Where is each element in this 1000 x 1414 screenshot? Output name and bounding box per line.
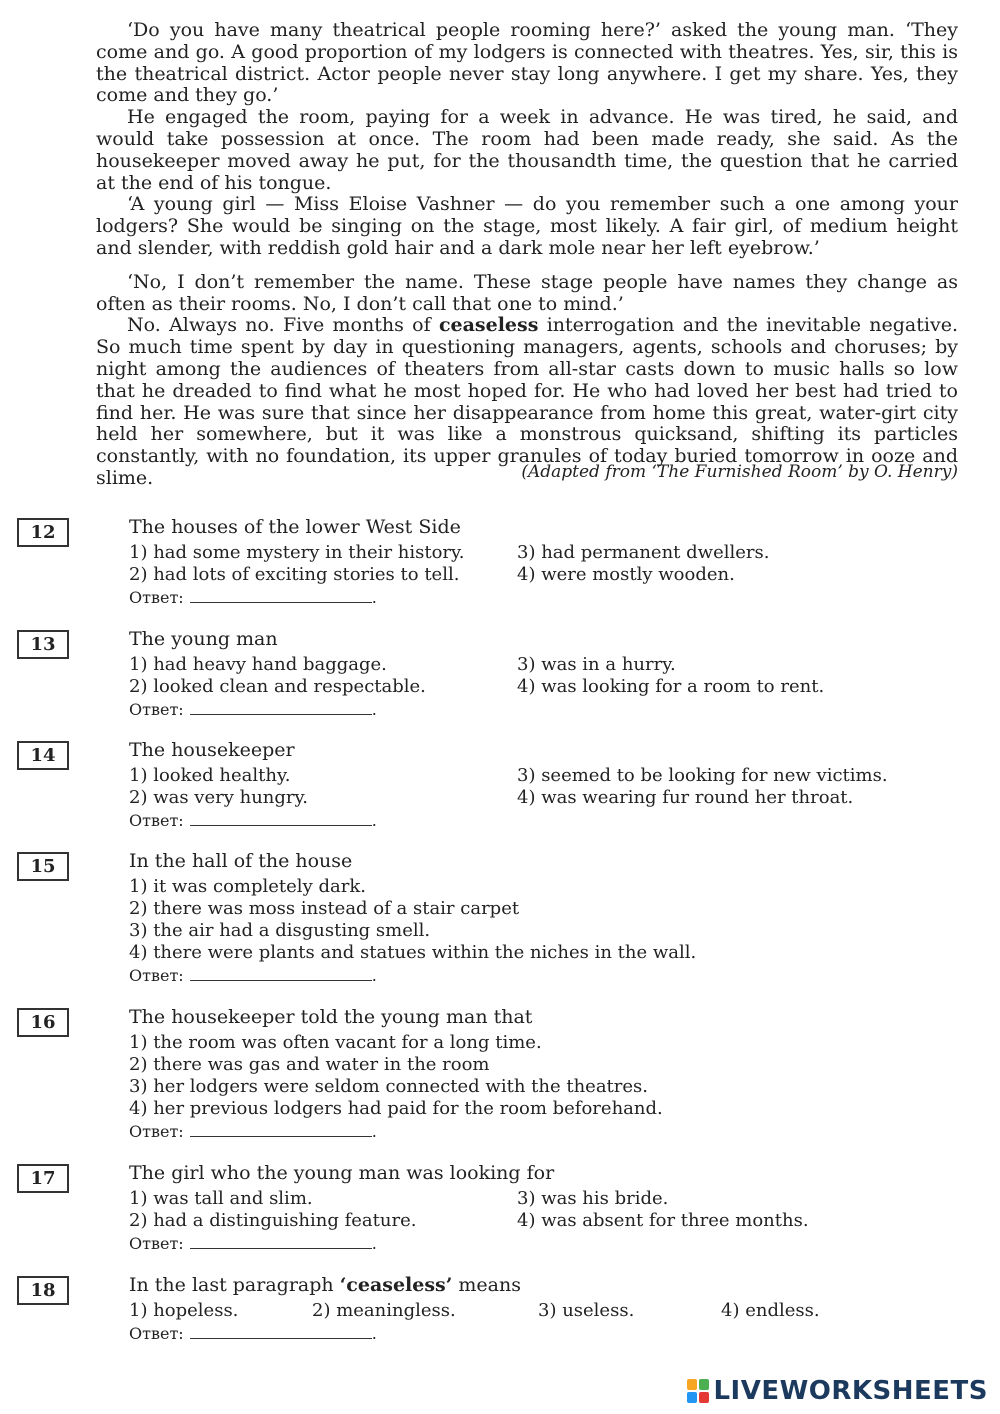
question-stem: The housekeeper bbox=[129, 739, 295, 761]
logo-square-icon bbox=[699, 1392, 709, 1403]
option-3[interactable]: 3) had permanent dwellers. bbox=[517, 542, 770, 563]
answer-label: Ответ: bbox=[129, 811, 184, 830]
option-3[interactable]: 3) her lodgers were seldom connected with the theatres. bbox=[129, 1076, 648, 1097]
passage-source: (Adapted from ‘The Furnished Room’ by O. Henry) bbox=[521, 462, 958, 482]
option-2[interactable]: 2) had lots of exciting stories to tell. bbox=[129, 564, 460, 585]
option-4[interactable]: 4) her previous lodgers had paid for the room beforehand. bbox=[129, 1098, 663, 1119]
passage-paragraph: ‘A young girl — Miss Eloise Vashner — do you remember such a one among your lodgers? She would be singing on the stage, most likely. A fair girl, of medium height and slender, with reddish gold hair and a dark mole near her left eyebrow.’ bbox=[96, 193, 958, 259]
passage-paragraph: ‘Do you have many theatrical people rooming here?’ asked the young man. ‘They come and go. A good proportion of my lodgers is connected with theatres. Yes, sir, this is the theatrical district. Actor people never stay long anywhere. I get my share. Yes, they come and they go.’ bbox=[96, 19, 958, 107]
question-stem: The young man bbox=[129, 628, 278, 650]
question-number: 17 bbox=[17, 1164, 69, 1193]
option-2[interactable]: 2) was very hungry. bbox=[129, 787, 309, 808]
question-stem: The houses of the lower West Side bbox=[129, 516, 461, 538]
option-1[interactable]: 1) was tall and slim. bbox=[129, 1188, 313, 1209]
question-stem: In the last paragraph ‘ceaseless’ means bbox=[129, 1274, 521, 1296]
logo-mark-icon bbox=[687, 1379, 709, 1403]
logo-square-icon bbox=[687, 1392, 697, 1403]
option-4[interactable]: 4) was wearing fur round her throat. bbox=[517, 787, 854, 808]
option-1[interactable]: 1) it was completely dark. bbox=[129, 876, 366, 897]
question-number: 18 bbox=[17, 1276, 69, 1305]
option-3[interactable]: 3) useless. bbox=[538, 1300, 635, 1321]
logo-square-icon bbox=[687, 1379, 697, 1390]
answer-input[interactable] bbox=[190, 698, 372, 715]
question-stem: The housekeeper told the young man that bbox=[129, 1006, 533, 1028]
option-3[interactable]: 3) was in a hurry. bbox=[517, 654, 676, 675]
liveworksheets-logo[interactable] bbox=[687, 1376, 988, 1406]
option-4[interactable]: 4) was absent for three months. bbox=[517, 1210, 809, 1231]
option-1[interactable]: 1) had some mystery in their history. bbox=[129, 542, 465, 563]
passage-paragraph: ‘No, I don’t remember the name. These stage people have names they change as often as their rooms. No, I don’t call that one to mind.’ bbox=[96, 270, 958, 315]
answer-label: Ответ: bbox=[129, 966, 184, 985]
option-2[interactable]: 2) there was gas and water in the room bbox=[129, 1054, 490, 1075]
option-1[interactable]: 1) looked healthy. bbox=[129, 765, 291, 786]
passage-paragraph: He engaged the room, paying for a week in advance. He was tired, he said, and would take possession at once. The room had been made ready, she said. As the housekeeper moved away he put, for the thousandth time, the question that he carried at the end of his tongue. bbox=[96, 106, 958, 194]
question-number: 16 bbox=[17, 1008, 69, 1037]
reading-passage bbox=[96, 20, 958, 490]
logo-text: LIVEWORKSHEETS bbox=[713, 1376, 988, 1406]
answer-input[interactable] bbox=[190, 1120, 372, 1137]
option-1[interactable]: 1) had heavy hand baggage. bbox=[129, 654, 387, 675]
option-1[interactable]: 1) hopeless. bbox=[129, 1300, 239, 1321]
question-number: 14 bbox=[17, 741, 69, 770]
answer-input[interactable] bbox=[190, 586, 372, 603]
option-3[interactable]: 3) was his bride. bbox=[517, 1188, 669, 1209]
answer-input[interactable] bbox=[190, 809, 372, 826]
option-4[interactable]: 4) were mostly wooden. bbox=[517, 564, 735, 585]
answer-input[interactable] bbox=[190, 1322, 372, 1339]
answer-label: Ответ: bbox=[129, 1324, 184, 1343]
option-4[interactable]: 4) endless. bbox=[721, 1300, 820, 1321]
option-3[interactable]: 3) the air had a disgusting smell. bbox=[129, 920, 431, 941]
option-2[interactable]: 2) there was moss instead of a stair carpet bbox=[129, 898, 520, 919]
passage-last-paragraph: No. Always no. Five months of ceaseless interrogation and the inevitable negative. So much time spent by day in questioning managers, agents, schools and choruses; by night among the audiences of theaters from all-star casts down to music halls so low that he dreaded to find what he most hoped for. He who had loved her best had tried to find her. He was sure that since her disappearance from home this great, water-girt city held her somewhere, but it was like a monstrous quicksand, shifting its particles constantly, with no foundation, its upper granules of today buried tomorrow in ooze and slime. bbox=[96, 314, 958, 489]
answer-input[interactable] bbox=[190, 964, 372, 981]
question-stem: In the hall of the house bbox=[129, 850, 353, 872]
answer-label: Ответ: bbox=[129, 588, 184, 607]
option-2[interactable]: 2) looked clean and respectable. bbox=[129, 676, 426, 697]
option-4[interactable]: 4) there were plants and statues within the niches in the wall. bbox=[129, 942, 697, 963]
question-number: 12 bbox=[17, 518, 69, 547]
ceaseless-word: ceaseless bbox=[438, 314, 539, 337]
option-1[interactable]: 1) the room was often vacant for a long time. bbox=[129, 1032, 542, 1053]
question-stem: The girl who the young man was looking for bbox=[129, 1162, 555, 1184]
answer-label: Ответ: bbox=[129, 1122, 184, 1141]
logo-square-icon bbox=[699, 1379, 709, 1390]
question-number: 15 bbox=[17, 852, 69, 881]
option-4[interactable]: 4) was looking for a room to rent. bbox=[517, 676, 825, 697]
question-number: 13 bbox=[17, 630, 69, 659]
option-3[interactable]: 3) seemed to be looking for new victims. bbox=[517, 765, 888, 786]
answer-label: Ответ: bbox=[129, 1234, 184, 1253]
option-2[interactable]: 2) meaningless. bbox=[312, 1300, 456, 1321]
answer-label: Ответ: bbox=[129, 700, 184, 719]
ceaseless-word: ‘ceaseless’ bbox=[339, 1274, 453, 1296]
option-2[interactable]: 2) had a distinguishing feature. bbox=[129, 1210, 417, 1231]
answer-input[interactable] bbox=[190, 1232, 372, 1249]
